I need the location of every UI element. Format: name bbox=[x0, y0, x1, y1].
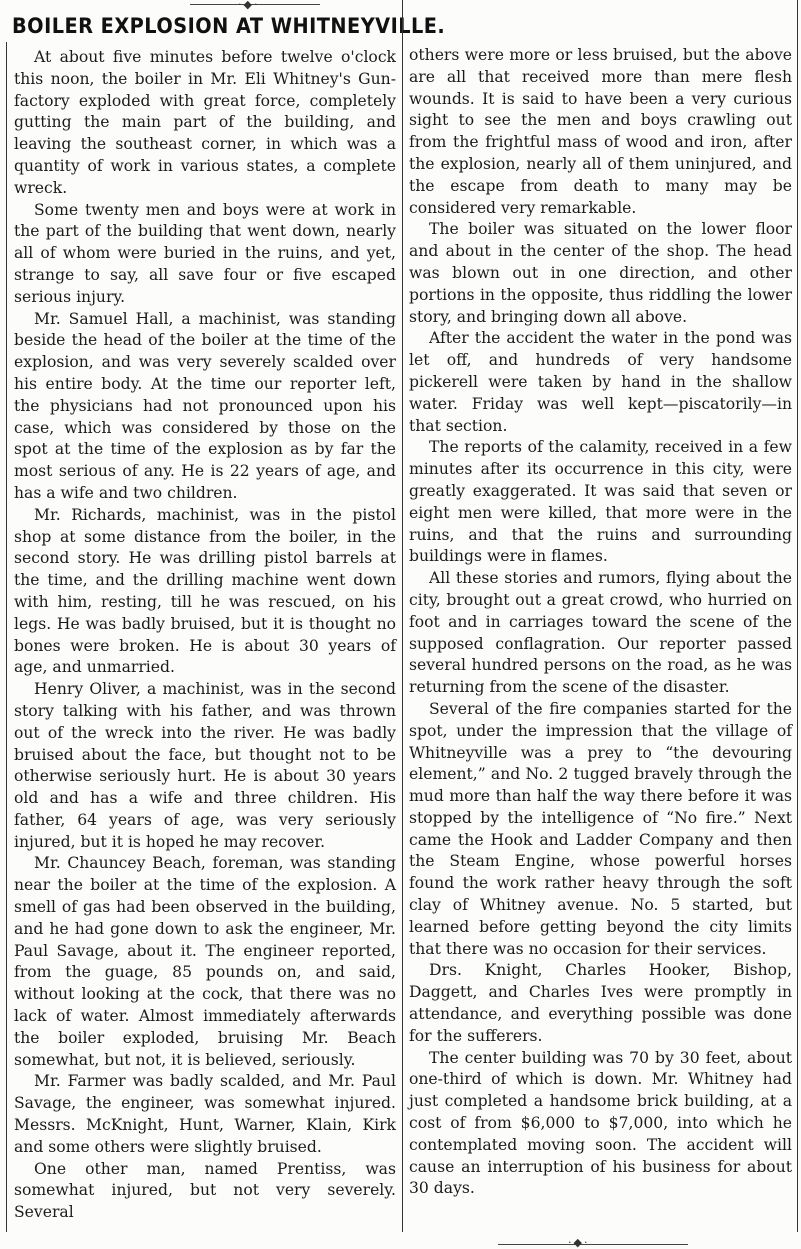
paragraph-continuation: others were more or less bruised, but the above are all that received more than mere flesh wounds. It is said to have been a very curious sight to see the men and boys crawling out from the frightful mass of wood and iron, after the explosion, nearly all of them uninjured, and the escape from death to many may be considered very remarkable. bbox=[409, 46, 792, 217]
paragraph-mr-richards: Mr. Richards, machinist, was in the pistol shop at some distance from the boiler, in the second story. He was drilling pistol barrels at the time, and the drilling machine went down with him, resting, till he was rescued, on his legs. He was badly bruised, but it is thought no bones were broken. He is about 30 years of age, and unmarried. bbox=[14, 505, 396, 677]
paragraph-samuel-hall: Mr. Samuel Hall, a machinist, was standing beside the head of the boiler at the time of the explosion, and was very severely scalded over his entire body. At the time our reporter left, the physicians had not pronounced upon his case, which was considered by those on the spot at the time of the explosion as by far the most serious of any. He is 22 years of age, and has a wife and two children. bbox=[14, 309, 396, 502]
right-column bbox=[409, 45, 792, 1200]
paragraph-prentiss: One other man, named Prentiss, was somewhat injured, but not very severely. Several bbox=[14, 1159, 396, 1222]
paragraph-boiler-location: The boiler was situated on the lower floor and about in the center of the shop. The head was blown out in one direction, and other portions in the opposite, thus riddling the lower story, and bringing down all above. bbox=[409, 220, 792, 326]
paragraph-fire-companies: Several of the fire companies started for the spot, under the impression that the village of Whitneyville was a prey to “the devouring element,” and No. 2 tugged bravely through the mud more than half the way there before it was stopped by the intelligence of “No fire.” Next came the Hook and Ladder Company and then the Steam Engine, whose powerful horses found the work rather heavy through the soft clay of Whitney avenue. No. 5 started, but learned before getting beyond the city limits that there was no occasion for their services. bbox=[409, 699, 792, 958]
paragraph-pickerell: After the accident the water in the pond was let off, and hundreds of very handsome pickerell were taken by hand in the shallow water. Friday was well kept—piscatorily—in that section. bbox=[409, 329, 792, 435]
paragraph-reports: The reports of the calamity, received in a few minutes after its occurrence in this city, were greatly exaggerated. It was said that seven or eight men were killed, that more were in the ruins, and that the ruins and surrounding buildings were in flames. bbox=[409, 438, 792, 566]
paragraph-doctors: Drs. Knight, Charles Hooker, Bishop, Daggett, and Charles Ives were promptly in attendance, and everything possible was done for the sufferers. bbox=[409, 961, 792, 1045]
middle-column-rule bbox=[402, 0, 403, 1232]
paragraph-chauncey-beach: Mr. Chauncey Beach, foreman, was standing near the boiler at the time of the explosion. A smell of gas had been observed in the building, and he had gone down to ask the engineer, Mr. Paul Savage, about it. The engineer reported, from the guage, 85 pounds on, and said, without looking at the cock, that there was no lack of water. Almost immediately afterwards the boiler exploded, bruising Mr. Beach somewhat, but not, it is believed, seriously. bbox=[14, 854, 396, 1069]
bottom-ornament: ·◆· bbox=[568, 1236, 590, 1249]
bottom-rule bbox=[498, 1244, 688, 1245]
paragraph-mr-farmer: Mr. Farmer was badly scalded, and Mr. Paul Savage, the engineer, was somewhat injured. Messrs. McKnight, Hunt, Warner, Klain, Kirk and some others were slightly bruised. bbox=[14, 1072, 396, 1156]
top-ornament: ·◆· bbox=[238, 0, 260, 11]
paragraph-center-building: The center building was 70 by 30 feet, about one-third of which is down. Mr. Whitney had just completed a handsome brick building, at a cost of from $6,000 to $7,000, into which he contemplated moving soon. The accident will cause an interruption of his business for about 30 days. bbox=[409, 1048, 792, 1198]
left-column-rule bbox=[6, 42, 7, 1232]
paragraph-rumors: All these stories and rumors, flying about the city, brought out a great crowd, who hurried on foot and in carriages toward the scene of the supposed conflagration. Our reporter passed several hundred persons on the road, as he was returning from the scene of the disaster. bbox=[409, 569, 792, 697]
paragraph-henry-oliver: Henry Oliver, a machinist, was in the second story talking with his father, and was thrown out of the wreck into the river. He was badly bruised about the face, but thought not to be otherwise seriously hurt. He is about 30 years old and has a wife and three children. His father, 64 years of age, was very seriously injured, but it is hoped he may recover. bbox=[14, 680, 396, 851]
paragraph-men-buried: Some twenty men and boys were at work in the part of the building that went down, nearly all of whom were buried in the ruins, and yet, strange to say, all save four or five escaped serious injury. bbox=[14, 200, 396, 306]
right-column-rule bbox=[797, 0, 798, 1232]
article-headline: BOILER EXPLOSION AT WHITNEYVILLE. bbox=[12, 14, 446, 38]
left-column bbox=[14, 47, 396, 1224]
paragraph-explosion-intro: At about five minutes before twelve o'clock this noon, the boiler in Mr. Eli Whitney's Gun-factory exploded with great force, completely gutting the main part of the building, and leaving the southeast corner, in which was a quantity of work in various states, a complete wreck. bbox=[14, 48, 396, 197]
